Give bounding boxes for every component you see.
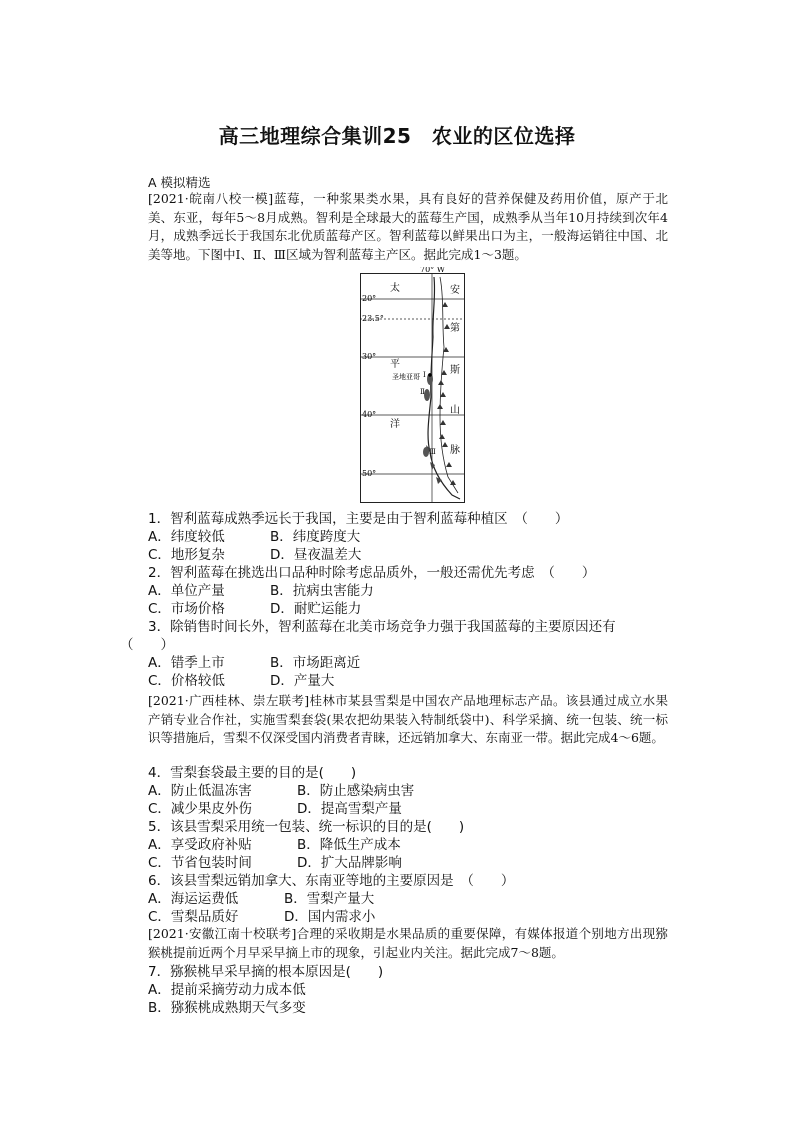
q4-option-c: C．减少果皮外伤 xyxy=(148,801,252,817)
intro-paragraph-3 xyxy=(148,925,668,962)
ocean-char-2: 平 xyxy=(390,359,400,370)
question-7: 7．猕猴桃早采早摘的根本原因是( ) xyxy=(148,964,384,980)
q2-option-d: D．耐贮运能力 xyxy=(270,601,362,617)
mountain-char-1: 安 xyxy=(450,285,460,296)
intro-3-text: [2021·安徽江南十校联考]合理的采收期是水果品质的重要保障，有媒体报道个别地方出现猕猴桃提前近两个月早采早摘上市的现象，引起业内关注。据此完成7～8题。 xyxy=(148,926,668,960)
q3-option-d: D．产量大 xyxy=(270,673,335,689)
q6-option-c: C．雪梨品质好 xyxy=(148,909,239,925)
q6-option-b: B．雪梨产量大 xyxy=(284,891,375,907)
region-label-1: Ⅰ xyxy=(423,371,426,379)
q5-option-d: D．扩大品牌影响 xyxy=(297,855,402,871)
intro-1-text: [2021·皖南八校一模]蓝莓，一种浆果类水果，具有良好的营养保健及药用价值，原产于北美、东亚，每年5～8月成熟。智利是全球最大的蓝莓生产国，成熟季从当年10月持续到次年4月，成熟季远长于我国东北优质蓝莓产区。智利蓝莓以鲜果出口为主，一般海运销往中国、北美等地。下图中Ⅰ、Ⅱ、Ⅲ区域为智利蓝莓主产区。据此完成1～3题。 xyxy=(148,191,668,262)
question-3-line-2: （ ） xyxy=(120,637,174,653)
question-4: 4．雪梨套袋最主要的目的是( ) xyxy=(148,765,357,781)
section-heading: A 模拟精选 xyxy=(148,175,211,190)
question-5: 5．该县雪梨采用统一包装、统一标识的目的是( ) xyxy=(148,819,465,835)
q6-option-a: A．海运运费低 xyxy=(148,891,239,907)
page-title: 高三地理综合集训25 农业的区位选择 xyxy=(218,124,576,148)
q5-option-b: B．降低生产成本 xyxy=(297,837,401,853)
lat-label-50: 50° xyxy=(362,469,377,478)
q2-option-a: A．单位产量 xyxy=(148,583,225,599)
q1-option-a: A．纬度较低 xyxy=(148,529,225,545)
lat-label-23-5: 23.5° xyxy=(362,314,384,323)
q2-option-c: C．市场价格 xyxy=(148,601,225,617)
mountain-char-5: 脉 xyxy=(450,445,460,456)
q7-option-b: B．猕猴桃成熟期天气多变 xyxy=(148,1000,306,1016)
intro-2-text: [2021·广西桂林、崇左联考]桂林市某县雪梨是中国农产品地理标志产品。该县通过成立水果产销专业合作社，实施雪梨套袋(果农把幼果装入特制纸袋中)、科学采摘、统一包装、统一标识等措施后，雪梨不仅深受国内消费者青睐，还远销加拿大、东南亚一带。据此完成4～6题。 xyxy=(148,693,668,745)
q5-option-a: A．享受政府补贴 xyxy=(148,837,252,853)
q4-option-b: B．防止感染病虫害 xyxy=(297,783,415,799)
q3-option-b: B．市场距离近 xyxy=(270,655,361,671)
intro-paragraph-1 xyxy=(148,190,668,264)
q2-option-b: B．抗病虫害能力 xyxy=(270,583,374,599)
city-label: 圣地亚哥 xyxy=(392,373,420,381)
lon-label: 70° W xyxy=(420,267,445,274)
ocean-char-3: 洋 xyxy=(390,419,400,430)
q1-option-c: C．地形复杂 xyxy=(148,547,225,563)
q7-option-a: A．提前采摘劳动力成本低 xyxy=(148,982,306,998)
q5-option-c: C．节省包装时间 xyxy=(148,855,252,871)
q1-option-b: B．纬度跨度大 xyxy=(270,529,361,545)
q4-option-d: D．提高雪梨产量 xyxy=(297,801,402,817)
region-label-3: Ⅲ xyxy=(429,448,436,456)
question-6: 6．该县雪梨远销加拿大、东南亚等地的主要原因是 （ ） xyxy=(148,873,515,889)
mountain-char-2: 第 xyxy=(450,323,460,334)
q1-option-d: D．昼夜温差大 xyxy=(270,547,362,563)
chile-map xyxy=(360,267,465,503)
question-1: 1．智利蓝莓成熟季远长于我国，主要是由于智利蓝莓种植区 （ ） xyxy=(148,511,569,527)
question-3-line-1: 3．除销售时间长外，智利蓝莓在北美市场竞争力强于我国蓝莓的主要原因还有 xyxy=(148,619,616,635)
ocean-char-1: 太 xyxy=(390,283,400,294)
intro-paragraph-2 xyxy=(148,692,668,748)
region-label-2: Ⅱ xyxy=(420,388,425,396)
q3-option-c: C．价格较低 xyxy=(148,673,225,689)
question-2: 2．智利蓝莓在挑选出口品种时除考虑品质外，一般还需优先考虑 （ ） xyxy=(148,565,596,581)
mountain-char-3: 斯 xyxy=(450,365,460,376)
q6-option-d: D．国内需求小 xyxy=(284,909,376,925)
lat-label-20: 20° xyxy=(362,294,377,303)
q4-option-a: A．防止低温冻害 xyxy=(148,783,252,799)
q3-option-a: A．错季上市 xyxy=(148,655,225,671)
lat-label-30: 30° xyxy=(362,352,377,361)
mountain-char-4: 山 xyxy=(450,405,460,416)
lat-label-40: 40° xyxy=(362,410,377,419)
